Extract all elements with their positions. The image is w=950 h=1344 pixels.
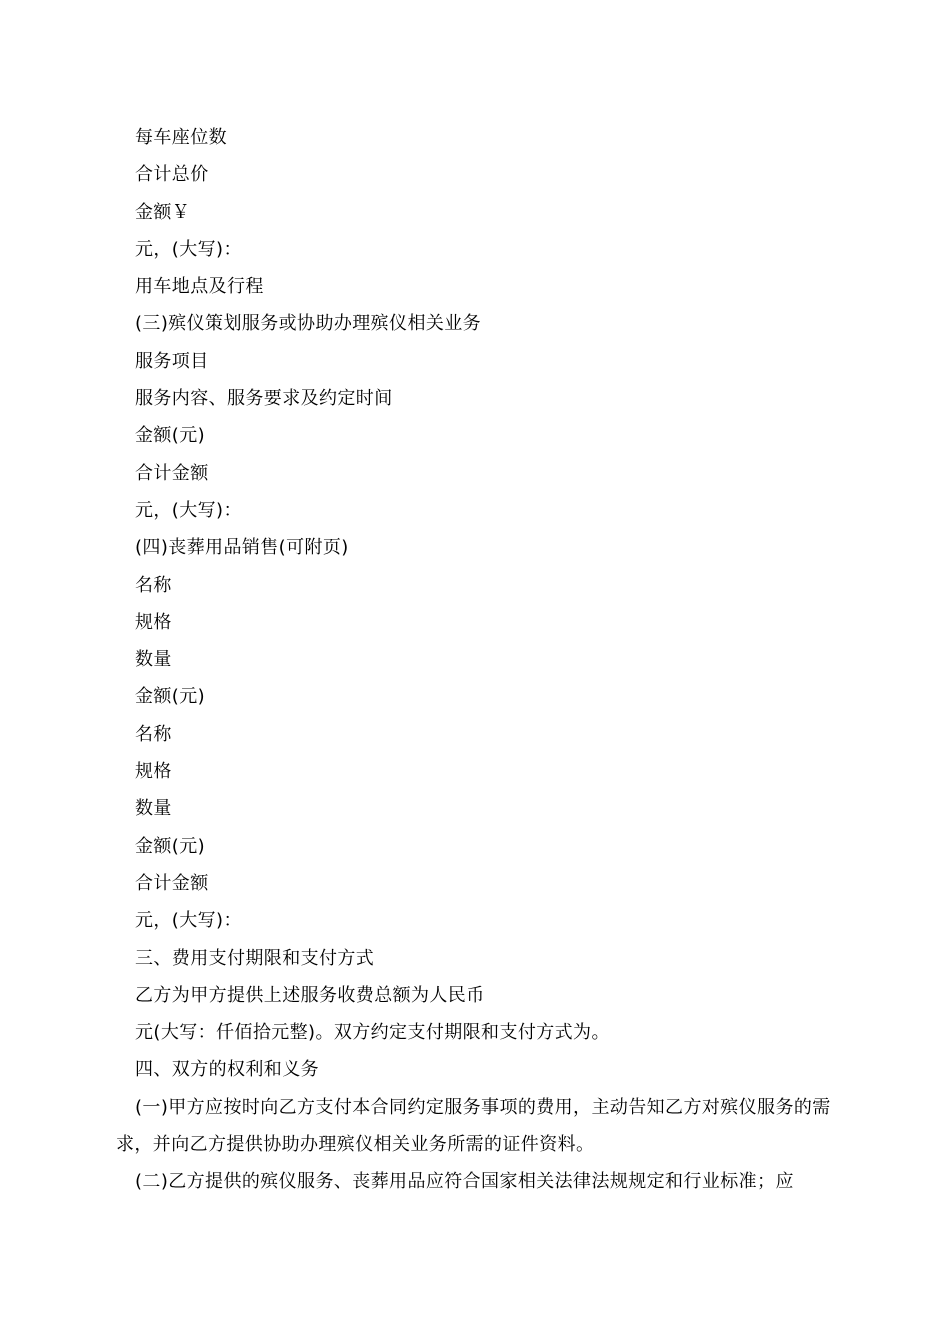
text-line-service-content: 服务内容、服务要求及约定时间 bbox=[135, 388, 393, 410]
paragraph-party-a-obligations: (一)甲方应按时向乙方支付本合同约定服务事项的费用，主动告知乙方对殡仪服务的需求，并向乙方提供协助办理殡仪相关业务所需的证件资料。 bbox=[116, 1096, 831, 1156]
text-line-total-amount: 合计金额 bbox=[135, 872, 209, 894]
text-line-spec: 规格 bbox=[135, 611, 172, 633]
text-line-seats-per-vehicle: 每车座位数 bbox=[135, 127, 227, 148]
text-line-payment-terms: 元(大写：仟佰拾元整)。双方约定支付期限和支付方式为。 bbox=[135, 1022, 610, 1044]
text-line-total-price: 合计总价 bbox=[135, 164, 209, 186]
text-line-spec: 规格 bbox=[135, 761, 172, 783]
text-line-total-fee: 乙方为甲方提供上述服务收费总额为人民币 bbox=[135, 984, 485, 1006]
section-heading-payment: 三、费用支付期限和支付方式 bbox=[135, 947, 375, 969]
text-line-vehicle-route: 用车地点及行程 bbox=[135, 276, 264, 298]
text-line-amount-yuan: 金额(元) bbox=[135, 425, 206, 447]
text-line-amount-yuan: 金额(元) bbox=[135, 835, 206, 857]
text-line-total-amount: 合计金额 bbox=[135, 462, 209, 484]
document-body bbox=[116, 119, 838, 1201]
text-line-amount-in-words: 元，(大写)： bbox=[135, 238, 242, 260]
section-heading-funeral-goods: (四)丧葬用品销售(可附页) bbox=[135, 537, 349, 559]
text-line-quantity: 数量 bbox=[135, 798, 172, 820]
text-line-amount-yuan: 金额(元) bbox=[135, 686, 206, 708]
text-line-service-item: 服务项目 bbox=[135, 350, 209, 372]
text-line-quantity: 数量 bbox=[135, 649, 172, 671]
text-line-amount-yen: 金额￥ bbox=[135, 201, 191, 223]
text-line-name: 名称 bbox=[135, 574, 172, 596]
text-line-amount-in-words: 元，(大写)： bbox=[135, 910, 242, 932]
paragraph-party-b-obligations: (二)乙方提供的殡仪服务、丧葬用品应符合国家相关法律法规规定和行业标准；应 bbox=[135, 1171, 794, 1193]
text-line-name: 名称 bbox=[135, 723, 172, 745]
section-heading-rights-obligations: 四、双方的权利和义务 bbox=[135, 1059, 319, 1081]
text-line-amount-in-words: 元，(大写)： bbox=[135, 499, 242, 521]
section-heading-funeral-planning: (三)殡仪策划服务或协助办理殡仪相关业务 bbox=[135, 313, 482, 335]
